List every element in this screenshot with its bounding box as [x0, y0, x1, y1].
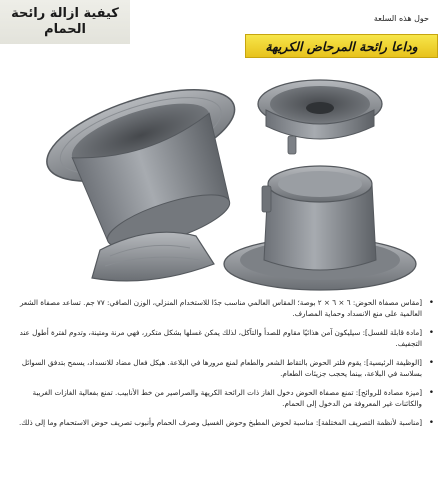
feature-text: [ميزة مصادة للروائح]: تمنع مصفاة الحوض دخول الغاز ذات الرائحة الكريهة والصراصير من خط الأنابيب. تمنع بفعالية الغازات الغريبة والكائنات غير المعروفة من الدخول إلى الحمام. — [32, 388, 422, 408]
feature-text: [مناسبة لأنظمة التصريف المختلفة]: مناسبة لحوض المطبخ وحوض الغسيل وصرف الحمام وأنبوب تصريف حوض الاستحمام وما إلى ذلك. — [18, 418, 422, 427]
feature-list — [14, 298, 434, 438]
list-item — [14, 298, 434, 319]
list-item — [14, 358, 434, 379]
headline-banner — [245, 34, 438, 58]
bullet-icon: • — [428, 298, 434, 308]
about-item-label: حول هذه السلعة — [373, 14, 429, 23]
bullet-icon: • — [428, 358, 434, 368]
small-strainer-bottom — [224, 166, 416, 290]
bullet-icon: • — [428, 328, 434, 338]
feature-text: [مقاس مصفاة الحوض: ٦ × ٦ × ٢ بوصة؛ المقاس العالمي مناسب جدًا للاستخدام المنزلي، الوزن الصافي: ٧٧ جم. تساعد مصفاة الشعر العالمية على منع الانسداد وحماية المصارف. — [19, 298, 422, 318]
badge-line-1: كيفية ازالة رائحة — [11, 6, 119, 21]
list-item — [14, 388, 434, 409]
bullet-icon: • — [428, 388, 434, 398]
product-image — [0, 64, 443, 294]
feature-text: [الوظيفة الرئيسية]: يقوم فلتر الحوض بالتقاط الشعر والطعام لمنع مرورها في البلاعة. هيكل فعال مضاد للانسداد، يسمح بتدفق السوائل بسلاسة في البلاعة، بينما يحجب جزيئات الطعام. — [21, 358, 422, 378]
badge-line-2: الحمام — [44, 22, 86, 37]
title-badge — [0, 0, 130, 44]
banner-text: وداعا رائحة المرحاض الكريهة — [265, 38, 418, 54]
feature-text: [مادة قابلة للغسل]: سيليكون آمن هذائيًا مقاوم للصدأ والتآكل، لذلك يمكن غسلها بشكل متكرر، فهي مرنة ومتينة، وتدوم لفترة أطول عند التجفيف. — [19, 328, 422, 348]
bullet-icon: • — [428, 418, 434, 428]
list-item — [14, 328, 434, 349]
small-strainer-top — [258, 80, 382, 154]
list-item — [14, 418, 434, 429]
